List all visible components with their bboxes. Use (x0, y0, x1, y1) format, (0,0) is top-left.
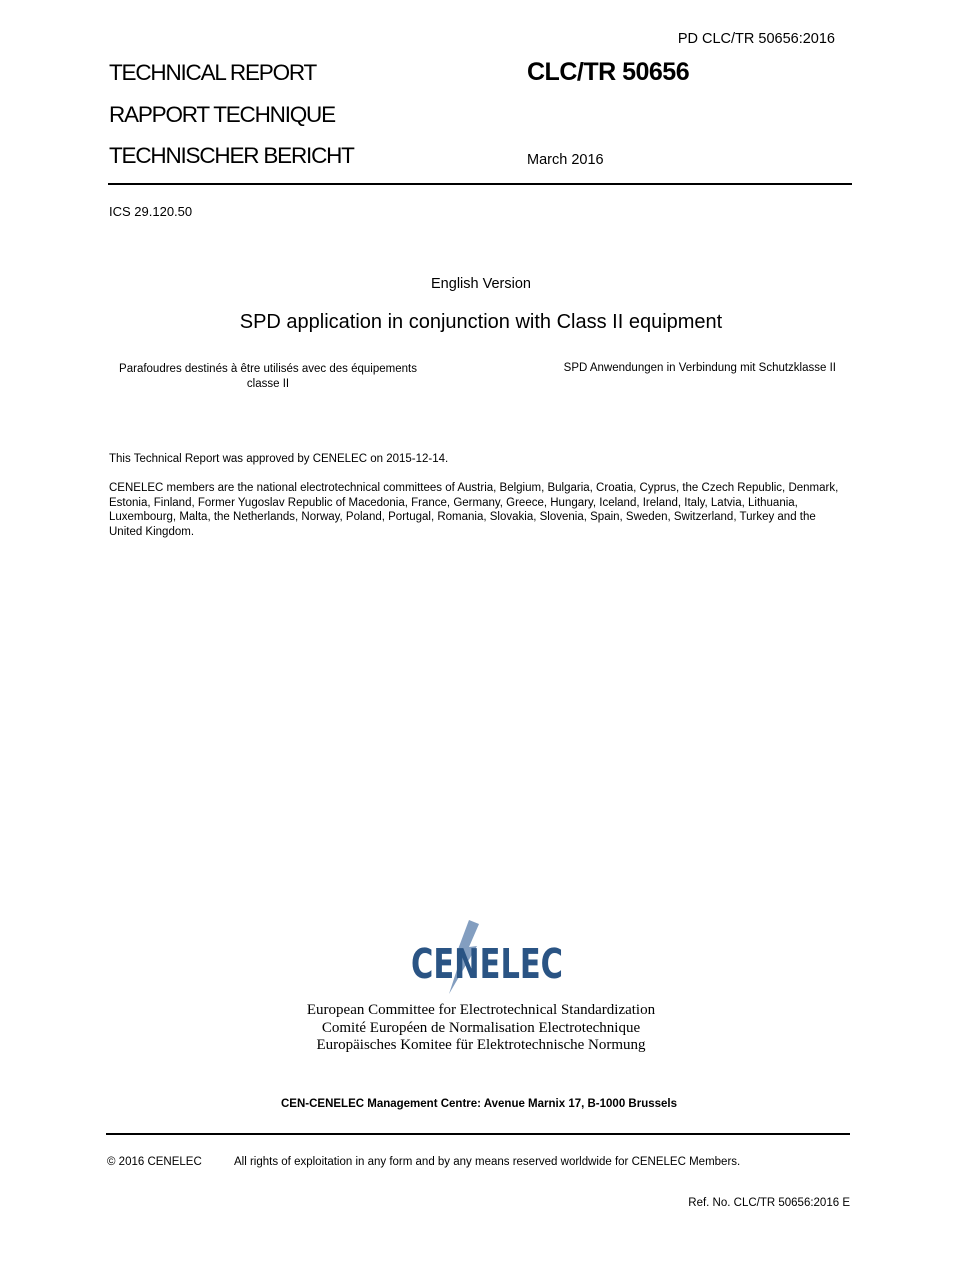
management-centre: CEN-CENELEC Management Centre: Avenue Marnix 17, B-1000 Brussels (280, 1098, 677, 1110)
french-title: Parafoudres destinés à être utilisés avec des équipements classe II (119, 363, 417, 390)
ics-code: ICS 29.120.50 (109, 204, 193, 219)
logo-wordmark: CENELEC (411, 940, 563, 988)
german-title: SPD Anwendungen in Verbindung mit Schutzklasse II (563, 362, 836, 374)
version-label: English Version (431, 276, 531, 292)
cenelec-logo (405, 920, 570, 998)
footer-divider (106, 1133, 850, 1135)
reference-number: Ref. No. CLC/TR 50656:2016 E (688, 1197, 850, 1209)
header-divider (108, 183, 852, 185)
members-statement: CENELEC members are the national electrotechnical committees of Austria, Belgium, Bulgaria, Croatia, Cyprus, the Czech Republic, Denmark, Estonia, Finland, Former Yugoslav Republic of Macedonia, France, Germany, Greece, Hungary, Iceland, Ireland, Italy, Latvia, Lithuania, Luxembourg, Malta, the Netherlands, Norway, Poland, Portugal, Romania, Slovakia, Slovenia, Spain, Sweden, Switzerland, Turkey and the United Kingdom. (109, 482, 839, 538)
document-number: CLC/TR 50656 (527, 58, 690, 86)
title-technical-report: TECHNICAL REPORT (109, 60, 317, 85)
organization-names (0, 1002, 962, 1055)
rights-statement: All rights of exploitation in any form and by any means reserved worldwide for CENELEC Members. (234, 1156, 741, 1168)
publication-date: March 2016 (527, 152, 604, 168)
organization-name-fr: Comité Européen de Normalisation Electrotechnique (321, 1019, 641, 1036)
organization-name-de: Europäisches Komitee für Elektrotechnische Normung (316, 1037, 646, 1053)
copyright: © 2016 CENELEC (107, 1156, 202, 1168)
main-title: SPD application in conjunction with Class II equipment (239, 311, 723, 333)
title-technischer-bericht: TECHNISCHER BERICHT (109, 143, 354, 168)
pd-reference: PD CLC/TR 50656:2016 (677, 31, 835, 47)
organization-name-en: European Committee for Electrotechnical Standardization (306, 1002, 656, 1018)
approval-statement: This Technical Report was approved by CENELEC on 2015-12-14. (109, 453, 449, 465)
title-rapport-technique: RAPPORT TECHNIQUE (109, 102, 335, 127)
